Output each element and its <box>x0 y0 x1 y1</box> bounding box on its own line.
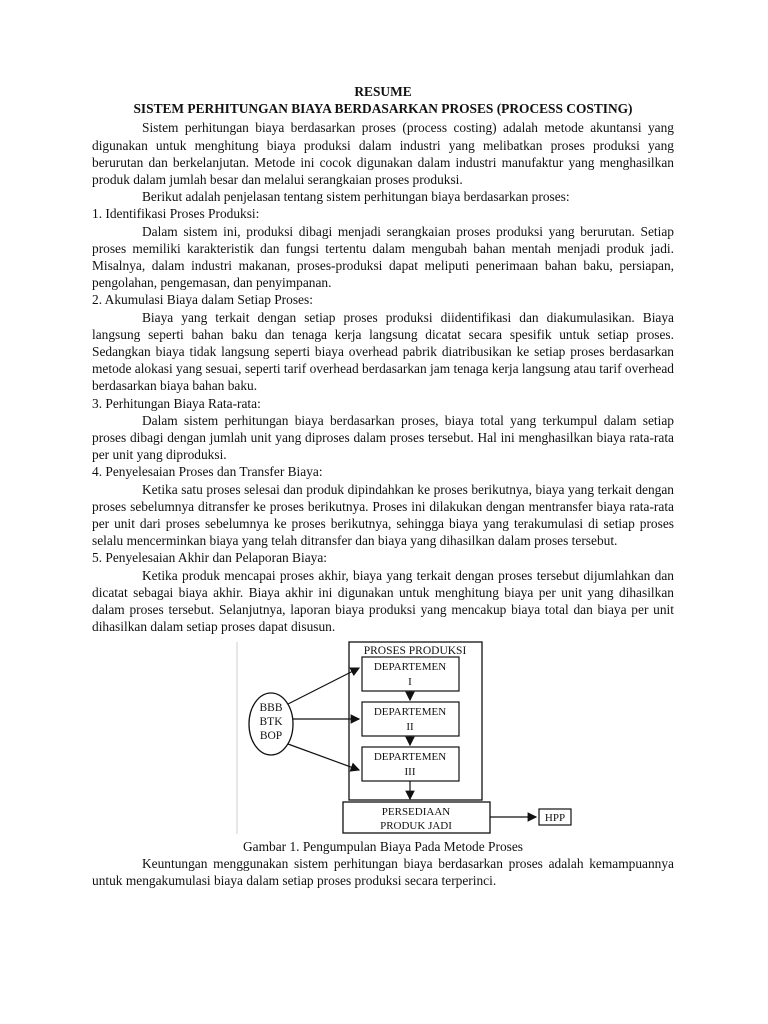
figure-caption: Gambar 1. Pengumpulan Biaya Pada Metode Proses <box>242 838 524 854</box>
hpp-label: HPP <box>544 811 566 824</box>
department-3-name: DEPARTEMEN <box>373 750 447 763</box>
document-page <box>92 83 674 889</box>
section-1-body: Dalam sistem ini, produksi dibagi menjadi serangkaian proses produksi yang berurutan. Setiap proses memiliki karakteristik dan fungsi tertentu dalam mengubah bahan mentah menjadi produk jadi. Misalnya, dalam industri makanan, proses-produksi dapat meliputi penerimaan bahan baku, persiapan, pengolahan, pengemasan, dan penyimpanan. <box>92 223 674 291</box>
input-bbb-label: BBB <box>259 701 283 714</box>
section-5-body: Ketika produk mencapai proses akhir, biaya yang terkait dengan proses tersebut dijumlahkan dan dicatat sebagai biaya akhir. Biaya akhir ini digunakan untuk menghitung biaya per unit yang dihasilkan dalam proses tersebut. Selanjutnya, laporan biaya produksi yang mencakup biaya total dan biaya per unit dihasilkan dalam setiap proses dapat disusun. <box>92 567 674 635</box>
finished-goods-line2: PRODUK JADI <box>380 819 452 832</box>
section-2-heading: 2. Akumulasi Biaya dalam Setiap Proses: <box>92 292 313 308</box>
section-4-body: Ketika satu proses selesai dan produk dipindahkan ke proses berikutnya, biaya yang terkait dengan proses sebelumnya ditransfer ke proses berikutnya. Proses ini dilakukan dengan mentransfer biaya rata-rata per unit dari proses sebelumnya ke proses berikutnya, sehingga biaya yang terakumulasi di setiap proses selalu mencerminkan biaya yang telah ditransfer dan biaya yang dihasilkan dalam proses tersebut. <box>92 481 674 549</box>
document-title-resume: RESUME <box>354 84 412 99</box>
department-1-name: DEPARTEMEN <box>373 660 447 673</box>
department-2-numeral: II <box>406 720 414 733</box>
finished-goods-line1: PERSEDIAAN <box>381 805 451 818</box>
section-4-heading: 4. Penyelesaian Proses dan Transfer Biaya: <box>92 464 323 480</box>
input-btk-label: BTK <box>259 715 283 728</box>
input-bop-label: BOP <box>259 729 283 742</box>
section-3-heading: 3. Perhitungan Biaya Rata-rata: <box>92 395 261 411</box>
closing-paragraph: Keuntungan menggunakan sistem perhitungan biaya berdasarkan proses adalah kemampuannya untuk mengakumulasi biaya dalam setiap proses produksi secara terperinci. <box>92 855 674 888</box>
diagram-svg <box>92 640 674 836</box>
process-costing-diagram <box>92 640 674 836</box>
lead-in-paragraph: Berikut adalah penjelasan tentang sistem perhitungan biaya berdasarkan proses: <box>142 189 570 205</box>
section-5-heading: 5. Penyelesaian Akhir dan Pelaporan Biaya: <box>92 550 328 566</box>
intro-paragraph: Sistem perhitungan biaya berdasarkan proses (process costing) adalah metode akuntansi yang digunakan untuk menghitung biaya produksi dalam industri yang melibatkan proses produksi yang berurutan dan berkelanjutan. Metode ini cocok digunakan dalam industri manufaktur yang menghasilkan produk dalam jumlah besar dan melalui serangkaian proses produksi. <box>92 120 674 188</box>
document-title-main: SISTEM PERHITUNGAN BIAYA BERDASARKAN PROSES (PROCESS COSTING) <box>133 101 633 117</box>
department-3-numeral: III <box>404 765 416 778</box>
process-group-label: PROSES PRODUKSI <box>363 644 467 657</box>
department-1-numeral: I <box>408 675 412 688</box>
section-2-body: Biaya yang terkait dengan setiap proses produksi diidentifikasi dan diakumulasikan. Biaya langsung seperti bahan baku dan tenaga kerja langsung dicatat secara spesifik untuk setiap proses. Sedangkan biaya tidak langsung seperti biaya overhead pabrik diatribusikan ke setiap proses berdasarkan metode alokasi yang sesuai, seperti tarif overhead berdasarkan jam tenaga kerja langsung atau tarif overhead berdasarkan biaya bahan baku. <box>92 309 674 394</box>
department-2-name: DEPARTEMEN <box>373 705 447 718</box>
section-3-body: Dalam sistem perhitungan biaya berdasarkan proses, biaya total yang terkumpul dalam setiap proses dibagi dengan jumlah unit yang diproses dalam proses tersebut. Hal ini menghasilkan biaya rata-rata per unit yang diproduksi. <box>92 412 674 463</box>
section-1-heading: 1. Identifikasi Proses Produksi: <box>92 206 260 222</box>
